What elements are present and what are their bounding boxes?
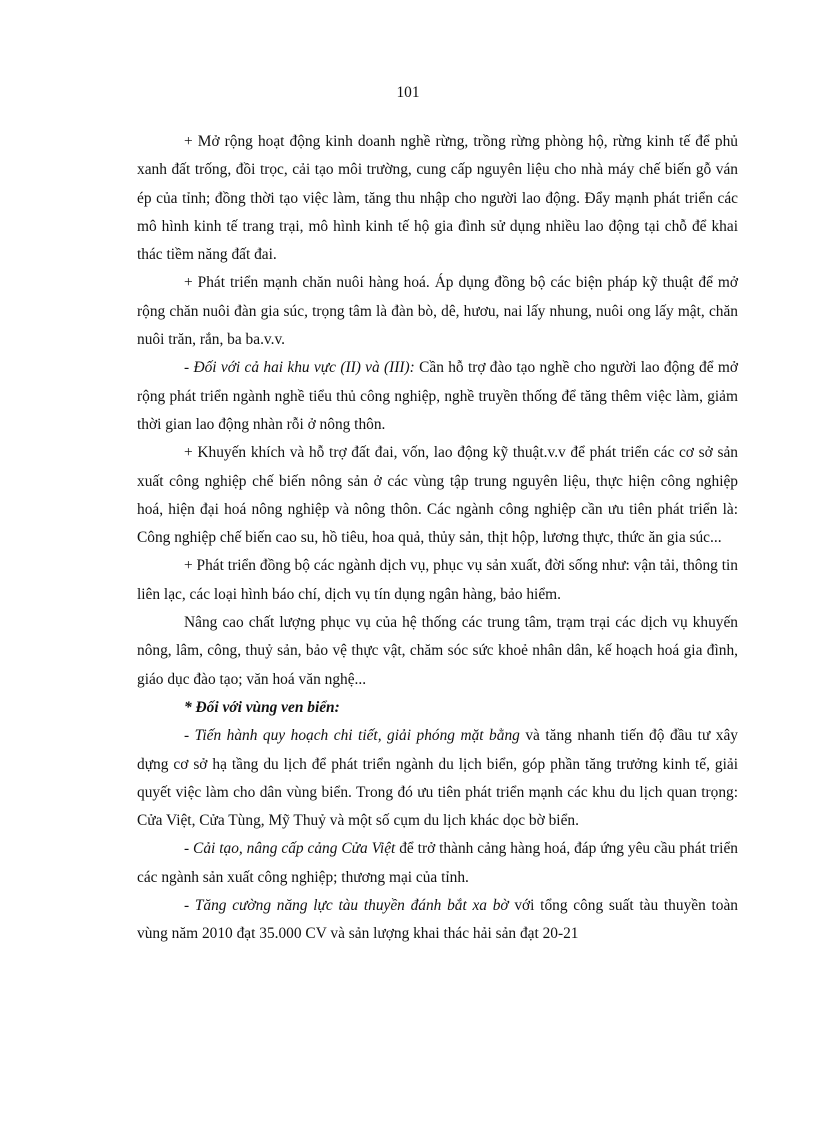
paragraph-text: + Phát triển mạnh chăn nuôi hàng hoá. Áp dụng đồng bộ các biện pháp kỹ thuật để mở rộng chăn nuôi đàn gia súc, trọng tâm là đàn bò, dê, hươu, nai lấy nhung, nuôi ong lấy mật, chăn nuôi trăn, rắn, ba ba.v.v. xyxy=(137,274,738,349)
paragraph-text: + Khuyến khích và hỗ trợ đất đai, vốn, lao động kỹ thuật.v.v để phát triển các cơ sở sản xuất công nghiệp chế biến nông sản ở các vùng tập trung nguyên liệu, thực hiện công nghiệp hoá, hiện đại hoá nông nghiệp và nông thôn. Các ngành công nghiệp cần ưu tiên phát triển là: Công nghiệp chế biến cao su, hồ tiêu, hoa quả, thủy sản, thịt hộp, lương thực, thức ăn gia súc... xyxy=(137,444,738,547)
paragraph-text: + Mở rộng hoạt động kinh doanh nghề rừng, trồng rừng phòng hộ, rừng kinh tế để phủ xanh đất trống, đồi trọc, cải tạo môi trường, cung cấp nguyên liệu cho nhà máy chế biến gỗ ván ép của tỉnh; đồng thời tạo việc làm, tăng thu nhập cho người lao động. Đẩy mạnh phát triển các mô hình kinh tế trang trại, mô hình kinh tế hộ gia đình sử dụng nhiều lao động tại chỗ để khai thác tiềm năng đất đai. xyxy=(137,133,738,264)
paragraph-text: với tổng công suất tàu thuyền toàn vùng năm 2010 đạt 35.000 CV và sản lượng khai thác hải sản đạt 20-21 xyxy=(137,897,739,943)
paragraph-lead-italic: - Cải tạo, nâng cấp cảng Cửa Việt xyxy=(184,840,396,858)
paragraph-lead-italic: - Tăng cường năng lực tàu thuyền đánh bắt xa bờ xyxy=(184,897,509,915)
paragraph-port-upgrade xyxy=(137,835,738,892)
paragraph-both-regions xyxy=(137,354,738,439)
paragraph-text: để trở thành cảng hàng hoá, đáp ứng yêu cầu phát triển các ngành sản xuất công nghiệp; thương mại của tỉnh. xyxy=(137,840,738,886)
page-number: 101 xyxy=(396,84,420,101)
paragraph-text: + Phát triển đồng bộ các ngành dịch vụ, phục vụ sản xuất, đời sống như: vận tải, thông tin liên lạc, các loại hình báo chí, dịch vụ tín dụng ngân hàng, bảo hiểm. xyxy=(137,557,738,603)
paragraph-tourism-planning xyxy=(137,722,738,835)
paragraph-text: và tăng nhanh tiến độ đầu tư xây dựng cơ sở hạ tầng du lịch để phát triển ngành du lịch biển, góp phần tăng trưởng kinh tế, giải quyết việc làm cho dân vùng biển. Trong đó ưu tiên phát triển mạnh các khu du lịch quan trọng: Cửa Việt, Cửa Tùng, Mỹ Thuỷ và một số cụm du lịch khác dọc bờ biển. xyxy=(137,727,739,830)
paragraph-text: Cần hỗ trợ đào tạo nghề cho người lao động để mở rộng phát triển ngành nghề tiểu thủ công nghiệp, nghề truyền thống để tăng thêm việc làm, giảm thời gian lao động nhàn rỗi ở nông thôn. xyxy=(137,359,738,433)
paragraph-services xyxy=(137,552,738,609)
paragraph-service-quality xyxy=(137,609,738,694)
paragraph-lead-italic: - Tiến hành quy hoạch chi tiết, giải phóng mặt bằng xyxy=(184,727,520,745)
paragraph-livestock xyxy=(137,269,738,354)
body-text xyxy=(137,128,738,949)
section-heading-coastal xyxy=(137,694,738,722)
paragraph-forestry xyxy=(137,128,738,269)
heading-text: * Đối với vùng ven biển: xyxy=(184,698,340,716)
paragraph-fishing-fleet xyxy=(137,892,738,949)
paragraph-industry-support xyxy=(137,439,738,552)
paragraph-text: Nâng cao chất lượng phục vụ của hệ thống các trung tâm, trạm trại các dịch vụ khuyến nông, lâm, công, thuỷ sản, bảo vệ thực vật, chăm sóc sức khoẻ nhân dân, kế hoạch hoá gia đình, giáo dục đào tạo; văn hoá văn nghệ... xyxy=(137,614,738,688)
paragraph-lead-italic: - Đối với cả hai khu vực (II) và (III): xyxy=(184,359,415,377)
